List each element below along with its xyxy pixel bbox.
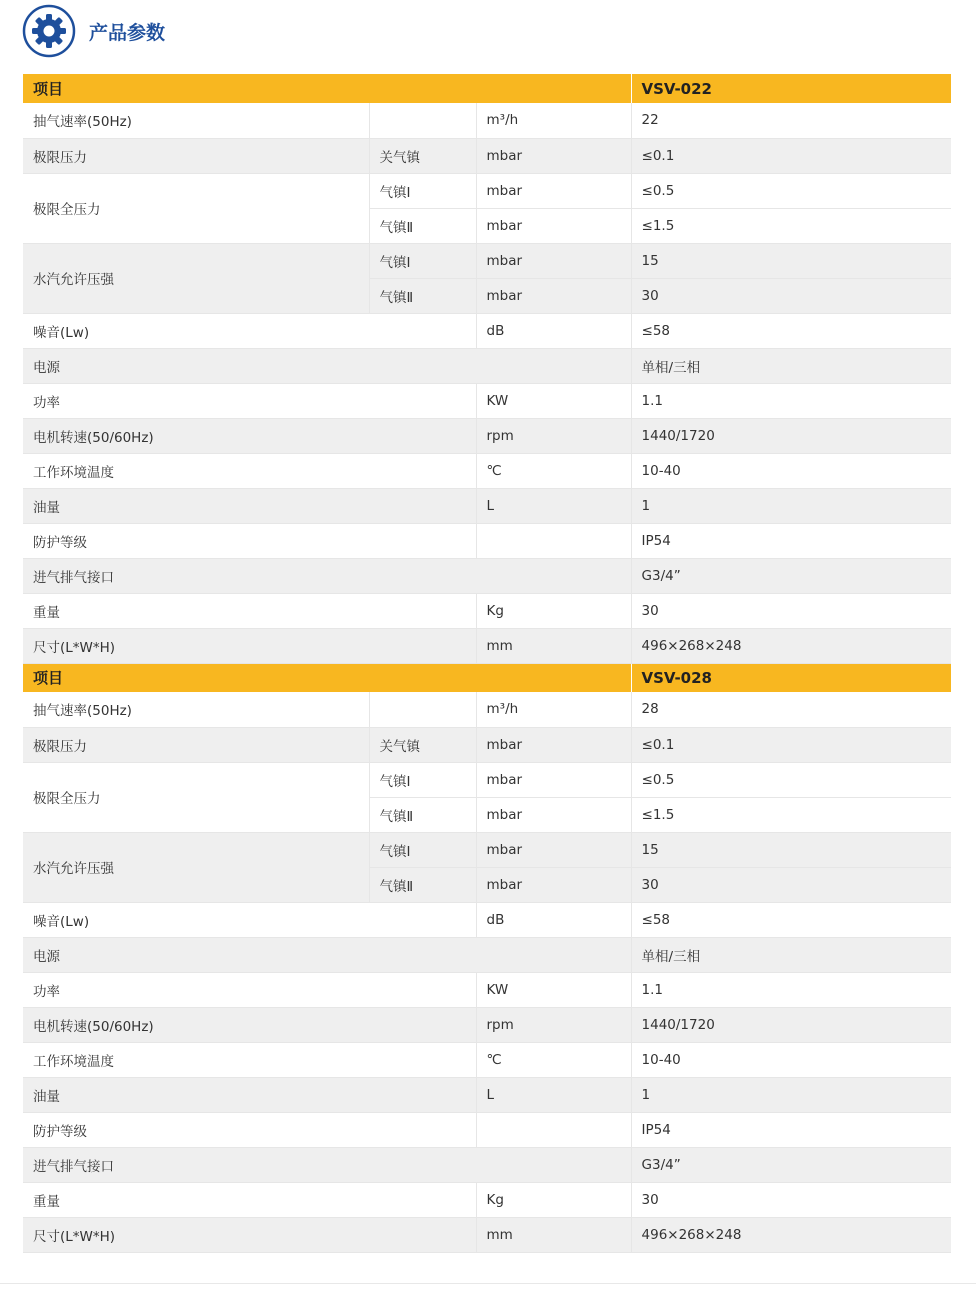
param-name: 尺寸(L*W*H) xyxy=(23,628,476,663)
table-row xyxy=(23,972,951,1007)
table-row xyxy=(23,832,951,867)
table-row xyxy=(23,1147,951,1182)
unit-cell: L xyxy=(476,488,631,523)
table-row xyxy=(23,628,951,663)
param-name: 工作环境温度 xyxy=(23,1042,476,1077)
condition-cell: 气镇Ⅱ xyxy=(369,278,476,313)
param-name: 电源 xyxy=(23,348,631,383)
unit-cell: rpm xyxy=(476,1007,631,1042)
condition-cell: 关气镇 xyxy=(369,727,476,762)
param-name: 抽气速率(50Hz) xyxy=(23,103,369,138)
value-cell: 1.1 xyxy=(631,972,951,1007)
table-row xyxy=(23,383,951,418)
unit-cell: L xyxy=(476,1077,631,1112)
value-cell: 15 xyxy=(631,832,951,867)
unit-cell: ℃ xyxy=(476,1042,631,1077)
param-name: 噪音(Lw) xyxy=(23,313,476,348)
unit-cell: Kg xyxy=(476,1182,631,1217)
table-header-row xyxy=(23,663,951,692)
table-row xyxy=(23,173,951,208)
unit-cell: ℃ xyxy=(476,453,631,488)
unit-cell: mbar xyxy=(476,797,631,832)
condition-cell: 气镇Ⅰ xyxy=(369,832,476,867)
table-row xyxy=(23,453,951,488)
value-cell: 10-40 xyxy=(631,1042,951,1077)
param-name: 油量 xyxy=(23,488,476,523)
unit-cell: dB xyxy=(476,313,631,348)
table-row xyxy=(23,103,951,138)
param-name: 抽气速率(50Hz) xyxy=(23,692,369,727)
table-row xyxy=(23,523,951,558)
param-name: 尺寸(L*W*H) xyxy=(23,1217,476,1252)
table-row xyxy=(23,1007,951,1042)
header-item-label: 项目 xyxy=(23,74,631,103)
unit-cell: mbar xyxy=(476,762,631,797)
unit-cell xyxy=(476,1112,631,1147)
param-name: 进气排气接口 xyxy=(23,1147,631,1182)
param-name: 防护等级 xyxy=(23,1112,476,1147)
value-cell: 30 xyxy=(631,867,951,902)
table-row xyxy=(23,348,951,383)
param-name: 油量 xyxy=(23,1077,476,1112)
table-row xyxy=(23,1217,951,1252)
table-row xyxy=(23,1112,951,1147)
value-cell: ≤0.1 xyxy=(631,727,951,762)
table-row xyxy=(23,1077,951,1112)
table-row xyxy=(23,727,951,762)
unit-cell: mbar xyxy=(476,867,631,902)
unit-cell: dB xyxy=(476,902,631,937)
param-name: 重量 xyxy=(23,1182,476,1217)
value-cell: 1440/1720 xyxy=(631,1007,951,1042)
value-cell: ≤1.5 xyxy=(631,208,951,243)
value-cell: 30 xyxy=(631,1182,951,1217)
value-cell: IP54 xyxy=(631,1112,951,1147)
unit-cell: mm xyxy=(476,1217,631,1252)
value-cell: 30 xyxy=(631,593,951,628)
param-name: 防护等级 xyxy=(23,523,476,558)
table-header-row xyxy=(23,74,951,103)
value-cell: 1.1 xyxy=(631,383,951,418)
value-cell: IP54 xyxy=(631,523,951,558)
unit-cell: mm xyxy=(476,628,631,663)
value-cell: ≤58 xyxy=(631,313,951,348)
table-row xyxy=(23,937,951,972)
table-row xyxy=(23,243,951,278)
value-cell: 496×268×248 xyxy=(631,628,951,663)
value-cell: ≤0.5 xyxy=(631,173,951,208)
table-row xyxy=(23,418,951,453)
value-cell: G3/4” xyxy=(631,558,951,593)
table-row xyxy=(23,902,951,937)
unit-cell: m³/h xyxy=(476,692,631,727)
value-cell: 单相/三相 xyxy=(631,937,951,972)
table-row xyxy=(23,488,951,523)
param-name: 进气排气接口 xyxy=(23,558,631,593)
value-cell: G3/4” xyxy=(631,1147,951,1182)
condition-cell: 气镇Ⅰ xyxy=(369,173,476,208)
header-model-name: VSV-028 xyxy=(631,663,951,692)
value-cell: 1 xyxy=(631,1077,951,1112)
value-cell: 15 xyxy=(631,243,951,278)
table-row xyxy=(23,138,951,173)
unit-cell: mbar xyxy=(476,727,631,762)
unit-cell: Kg xyxy=(476,593,631,628)
value-cell: 30 xyxy=(631,278,951,313)
unit-cell: KW xyxy=(476,972,631,1007)
value-cell: 单相/三相 xyxy=(631,348,951,383)
value-cell: ≤58 xyxy=(631,902,951,937)
condition-cell: 气镇Ⅰ xyxy=(369,243,476,278)
unit-cell: mbar xyxy=(476,243,631,278)
condition-cell: 气镇Ⅱ xyxy=(369,208,476,243)
unit-cell: m³/h xyxy=(476,103,631,138)
value-cell: ≤0.5 xyxy=(631,762,951,797)
table-row xyxy=(23,558,951,593)
unit-cell xyxy=(476,523,631,558)
page-title: 产品参数 xyxy=(89,21,166,44)
table-row xyxy=(23,313,951,348)
unit-cell: mbar xyxy=(476,278,631,313)
condition-cell: 气镇Ⅱ xyxy=(369,797,476,832)
value-cell: 1 xyxy=(631,488,951,523)
unit-cell: mbar xyxy=(476,173,631,208)
param-name: 工作环境温度 xyxy=(23,453,476,488)
value-cell: 1440/1720 xyxy=(631,418,951,453)
unit-cell: KW xyxy=(476,383,631,418)
header-item-label: 项目 xyxy=(23,663,631,692)
param-name: 极限全压力 xyxy=(23,173,369,243)
condition-cell: 气镇Ⅰ xyxy=(369,762,476,797)
param-name: 噪音(Lw) xyxy=(23,902,476,937)
param-name: 电机转速(50/60Hz) xyxy=(23,418,476,453)
table-row xyxy=(23,1042,951,1077)
param-name: 极限全压力 xyxy=(23,762,369,832)
value-cell: ≤0.1 xyxy=(631,138,951,173)
section-header xyxy=(22,4,165,58)
condition-cell: 气镇Ⅱ xyxy=(369,867,476,902)
param-name: 功率 xyxy=(23,972,476,1007)
param-name: 水汽允许压强 xyxy=(23,832,369,902)
table-row xyxy=(23,692,951,727)
unit-cell: mbar xyxy=(476,138,631,173)
value-cell: 22 xyxy=(631,103,951,138)
param-name: 电机转速(50/60Hz) xyxy=(23,1007,476,1042)
condition-cell: 关气镇 xyxy=(369,138,476,173)
param-name: 重量 xyxy=(23,593,476,628)
param-name: 极限压力 xyxy=(23,727,369,762)
value-cell: 496×268×248 xyxy=(631,1217,951,1252)
unit-cell: mbar xyxy=(476,208,631,243)
value-cell: 10-40 xyxy=(631,453,951,488)
condition-cell xyxy=(369,692,476,727)
value-cell: ≤1.5 xyxy=(631,797,951,832)
spec-table xyxy=(23,74,951,1253)
header-model-name: VSV-022 xyxy=(631,74,951,103)
value-cell: 28 xyxy=(631,692,951,727)
param-name: 水汽允许压强 xyxy=(23,243,369,313)
unit-cell: rpm xyxy=(476,418,631,453)
table-row xyxy=(23,1182,951,1217)
condition-cell xyxy=(369,103,476,138)
unit-cell: mbar xyxy=(476,832,631,867)
table-row xyxy=(23,593,951,628)
param-name: 功率 xyxy=(23,383,476,418)
param-name: 电源 xyxy=(23,937,631,972)
bottom-divider xyxy=(0,1283,976,1284)
gear-icon xyxy=(22,4,76,58)
table-row xyxy=(23,762,951,797)
param-name: 极限压力 xyxy=(23,138,369,173)
